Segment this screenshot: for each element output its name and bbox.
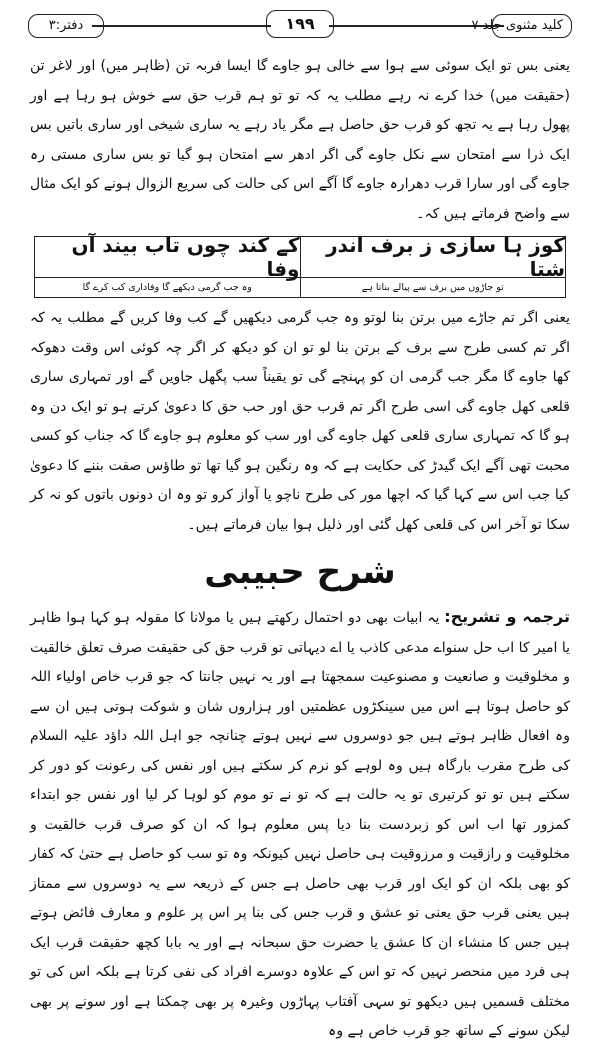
verse-table bbox=[34, 233, 566, 298]
section-heading: شرح حبیبی bbox=[204, 552, 396, 592]
verse-first-gloss: تو جاڑوں میں برف سے پیالے بناتا ہے bbox=[300, 278, 566, 297]
page-number: ۱۹۹ bbox=[266, 10, 334, 38]
paragraph-3 bbox=[30, 602, 570, 1047]
page-header bbox=[28, 10, 572, 40]
verse-first-hemistich: کوز ہا سازی ز برف اندر شتا bbox=[300, 237, 566, 277]
verse-second-gloss: وہ جب گرمی دیکھے گا وفاداری کب کرے گا bbox=[82, 282, 252, 293]
paragraph-3-text: یہ ابیات بھی دو احتمال رکھتے ہیں یا مولانا کا مقولہ ہو کہا ہوا ظاہر یا امیر کا اب حل سنواے مدعی کاذب یا اے دیہاتی تو قرب حق کی حقیقت صرف تعلق خالقیت و مخلوقیت و صانعیت و مصنوعیت سمجھتا ہے اور یہ نہیں جانتا کہ جو قرب خاص اولیاء اللہ کو حاصل ہوتا ہے اس میں سینکڑوں عظمتیں اور ہزاروں شان و شوکت ہوتی ہیں ان سے وہ افعال ظاہر ہوتے ہیں جو دوسروں سے نہیں ہوتے چنانچہ جو اہل اللہ داؤد علیہ السلام کی طرح مقرب بارگاہ ہیں وہ لوہے کو نرم کر سکتے ہیں اور نفس کی رعونت کو دور کر سکتے ہیں تو تو کرتیری تو یہ حالت ہے کہ تو نے تو موم کو لوہا کر لیا اور نفس جو ابتداء کمزور تھا اب اس کو زبردست بنا دیا پس معلوم ہوا کہ ان کو صرف قرب خالقیت و مخلوقیت و رازقیت و مرزوقیت ہی حاصل نہیں کیونکہ وہ تو سب کو حاصل ہے حتیٰ کہ کفار کو بھی بلکہ ان کو ایک اور قرب بھی حاصل ہے جس کے ذریعہ سے یہ دوسروں سے ممتاز ہیں یعنی قرب حق یعنی تو عشق و قرب جس کی بنا پر اس پر علوم و معارف فائض ہوتے ہیں جس کا منشاء ان کا عشق یا حضرت حق سبحانہ ہے اور یہ بابا کچھ حقیقت قرب ایک ہی فرد میں منحصر نہیں کہ تو اس کے علاوہ دوسرے افراد کی نفی کرتا ہے بلکہ اس کی تو مختلف قسمیں ہیں دیکھو تو سہی آفتاب پہاڑوں وغیرہ پر بھی چمکتا ہے اور سونے پر بھی لیکن سونے کے ساتھ جو قرب خاص ہے وہ bbox=[30, 610, 570, 1039]
section-lead: ترجمہ و تشریح: bbox=[444, 607, 571, 626]
header-rule-left bbox=[92, 25, 271, 27]
paragraph-1: یعنی بس تو ایک سوئی سے ہوا سے خالی ہو جاوے گا ایسا فربہ تن (ظاہر میں) اور لاغر تن (حقیقت میں) خدا کرے نہ رہے مطلب یہ کہ تو تو ہم قرب حق سے خوش ہو رہا ہے اور پھول رہا ہے یہ تجھ کو قرب حق حاصل ہے مگر یاد رہے یہ ساری شیخی اور ساری باتیں بس ایک ذرا سے امتحان سے نکل جاوے گی اگر ادھر سے امتحان ہو گیا تو بس ساری مستی رہ جاوے گی اور سارا قرب دھرارہ جاوے گا آگے اس کی حالت کی سریع الزوال ہونے کو ایک مثال سے واضح فرماتے ہیں کہ۔ bbox=[30, 58, 570, 222]
paragraph-2: یعنی اگر تم جاڑے میں برتن بنا لوتو وہ جب گرمی دیکھیں گے کب وفا کریں گے مطلب یہ کہ اگر تم کسی طرح سے برف کے برتن بنا لو تو ان کو دیکھ کر اگر چہ کوئی اس وقت دھوکہ کھا جاوے گا مگر جب گرمی ان کو پہنچے گی تو یقیناً سب پگھل جاویں گے اور تمہاری ساری قلعی کھل جاوے گی اسی طرح اگر تم قرب حق اور حب حق کا دعویٰ کرتے ہو تو ایک دن وہ ہو گا کہ تمہاری ساری قلعی کھل جاوے گی اور سب کو معلوم ہو جاوے گا کہ جناب کو کسی محبت تھی آگے ایک گیدڑ کی حکایت ہے کہ وہ رنگین ہو گیا تھا تو طاؤس صفت بننے کا دعویٰ کیا جب اس سے کہا گیا کہ اچھا مور کی طرح ناچو یا آواز کرو تو وہ ان دونوں باتوں کو نہ کر سکا تو آخر اس کی قلعی کھل گئی اور ذلیل ہوا بیان فرماتے ہیں۔ bbox=[30, 310, 570, 533]
volume-part-label: دفتر:۳ bbox=[28, 14, 104, 38]
verse-second-hemistich: کے کند چوں تاب بیند آں وفا bbox=[71, 233, 300, 281]
book-title: کلید مثنوی جلد ۷ bbox=[492, 14, 572, 38]
page-body bbox=[30, 52, 570, 1047]
